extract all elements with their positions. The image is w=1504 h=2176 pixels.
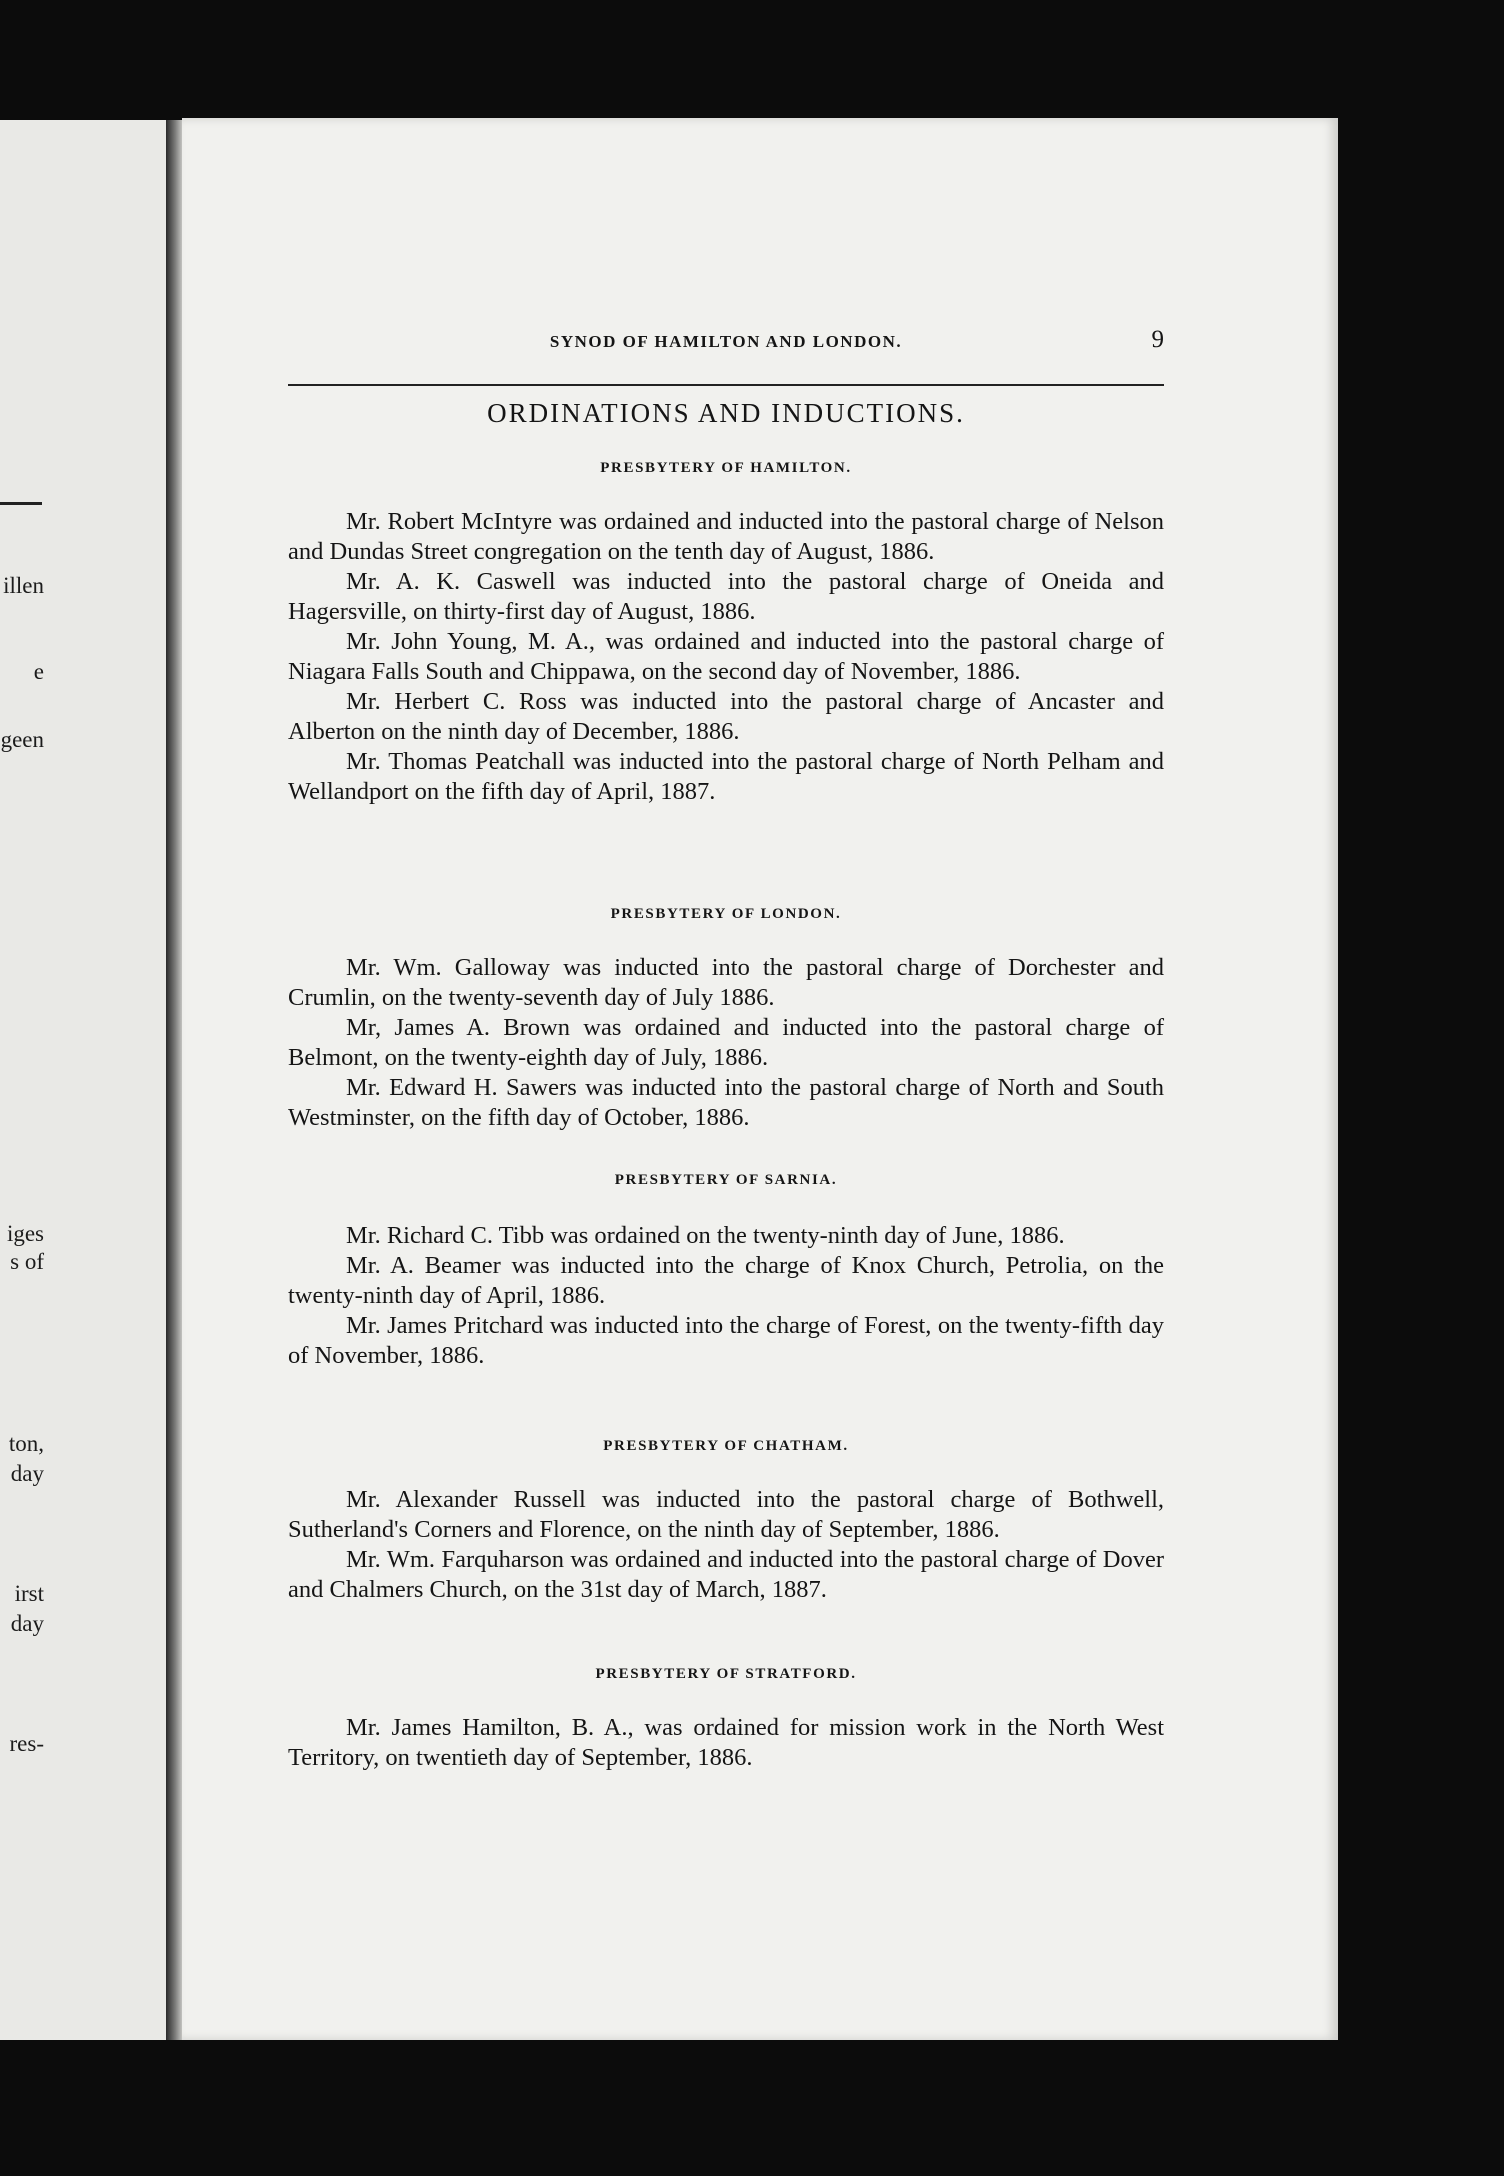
page-number: 9 [1151, 326, 1164, 353]
left-page-fragment: s of [10, 1249, 44, 1274]
left-page-fragment: day [10, 1611, 44, 1636]
entry-paragraph: Mr. James Hamilton, B. A., was ordained for mission work in the North West Territory, on twentieth day of September, 1886. [288, 1714, 1164, 1771]
entry-paragraph: Mr. Edward H. Sawers was inducted into the pastoral charge of North and South Westminster, on the fifth day of October, 1886. [288, 1074, 1164, 1131]
page-title: ORDINATIONS AND INDUCTIONS. [487, 398, 965, 428]
document-page [182, 118, 1338, 2040]
entry-paragraph: Mr. Wm. Galloway was inducted into the pastoral charge of Dorchester and Crumlin, on the twenty-seventh day of July 1886. [288, 954, 1164, 1011]
left-page-fragment: irst [14, 1581, 44, 1606]
section-heading: PRESBYTERY OF SARNIA. [614, 1172, 838, 1188]
entry-paragraph: Mr. Thomas Peatchall was inducted into the pastoral charge of North Pelham and Wellandport on the fifth day of April, 1887. [288, 748, 1164, 805]
left-page-fragment: day [10, 1461, 44, 1486]
section-heading: PRESBYTERY OF HAMILTON. [600, 460, 852, 476]
section-presbytery-hamilton [288, 460, 1164, 807]
entry-paragraph: Mr. A. Beamer was inducted into the charge of Knox Church, Petrolia, on the twenty-ninth day of April, 1886. [288, 1252, 1164, 1309]
entry-paragraph: Mr. Herbert C. Ross was inducted into the pastoral charge of Ancaster and Alberton on the ninth day of December, 1886. [288, 688, 1164, 745]
section-heading: PRESBYTERY OF LONDON. [610, 906, 842, 922]
left-page-rule [0, 502, 42, 505]
entry-paragraph: Mr. James Pritchard was inducted into the charge of Forest, on the twenty-fifth day of November, 1886. [288, 1312, 1164, 1369]
section-presbytery-sarnia [288, 1172, 1164, 1371]
left-facing-page [0, 120, 168, 2040]
left-page-fragment: geen [0, 727, 44, 752]
entry-paragraph: Mr. Richard C. Tibb was ordained on the twenty-ninth day of June, 1886. [346, 1222, 1065, 1249]
left-page-fragment: illen [3, 573, 44, 598]
section-presbytery-london [288, 906, 1164, 1133]
left-page-fragment: res- [9, 1731, 44, 1756]
running-head-title: SYNOD OF HAMILTON AND LONDON. [549, 332, 903, 351]
entry-paragraph: Mr. John Young, M. A., was ordained and inducted into the pastoral charge of Niagara Falls South and Chippawa, on the second day of November, 1886. [288, 628, 1164, 685]
entry-paragraph: Mr. Robert McIntyre was ordained and inducted into the pastoral charge of Nelson and Dundas Street congregation on the tenth day of August, 1886. [288, 508, 1164, 565]
running-head [288, 326, 1164, 362]
entry-paragraph: Mr. Alexander Russell was inducted into the pastoral charge of Bothwell, Sutherland's Corners and Florence, on the ninth day of September, 1886. [288, 1486, 1164, 1543]
section-presbytery-stratford [288, 1666, 1164, 1773]
left-page-fragment: e [33, 659, 44, 684]
entry-paragraph: Mr, James A. Brown was ordained and inducted into the pastoral charge of Belmont, on the twenty-eighth day of July, 1886. [288, 1014, 1164, 1071]
left-page-fragment: ton, [8, 1431, 44, 1456]
entry-paragraph: Mr. A. K. Caswell was inducted into the pastoral charge of Oneida and Hagersville, on thirty-first day of August, 1886. [288, 568, 1164, 625]
section-heading: PRESBYTERY OF STRATFORD. [595, 1666, 857, 1682]
section-presbytery-chatham [288, 1438, 1164, 1605]
left-page-fragment: iges [6, 1221, 44, 1246]
section-heading: PRESBYTERY OF CHATHAM. [603, 1438, 849, 1454]
entry-paragraph: Mr. Wm. Farquharson was ordained and inducted into the pastoral charge of Dover and Chalmers Church, on the 31st day of March, 1887. [288, 1546, 1164, 1603]
header-rule [288, 384, 1164, 386]
